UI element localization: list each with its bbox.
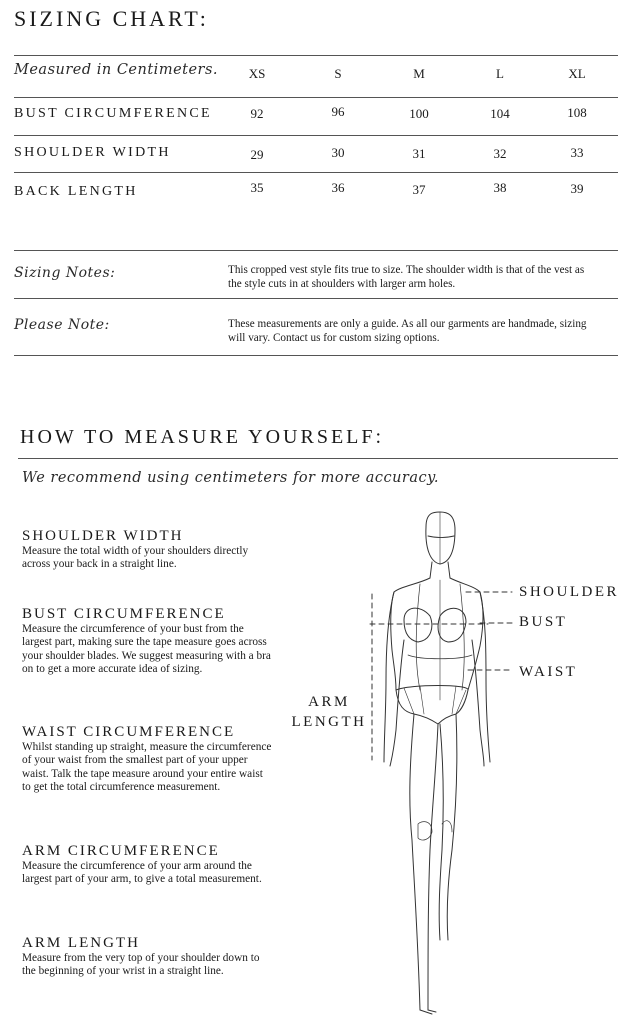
size-header-xs: XS <box>248 66 266 81</box>
sizing-notes-text: This cropped vest style fits true to size. The shoulder width is that of the vest as the style cuts in at shoulders with larger arm holes. <box>228 264 585 290</box>
arm-length-label-line2: LENGTH <box>291 714 367 730</box>
recommendation-note: We recommend using centimeters for more accuracy. <box>22 470 439 486</box>
table-cell: 29 <box>250 147 264 162</box>
please-note-heading: Please Note: <box>14 317 110 333</box>
arm-length-label <box>288 692 370 732</box>
table-cell: 38 <box>493 180 507 195</box>
section-title: SHOULDER WIDTH <box>22 528 184 544</box>
sizing-notes-heading: Sizing Notes: <box>14 265 116 281</box>
page-title: SIZING CHART: <box>14 6 209 31</box>
section-description: Measure from the very top of your shoulder down to the beginning of your wrist in a straight line. <box>22 952 260 978</box>
table-cell: 32 <box>493 146 507 161</box>
size-header-l: L <box>496 66 504 81</box>
section-title: WAIST CIRCUMFERENCE <box>22 724 236 740</box>
row-label: BUST CIRCUMFERENCE <box>14 106 212 121</box>
section-description: Whilst standing up straight, measure the circumference of your waist from the smallest part of your upper waist. Talk the tape measure around your entire waist to get the total circumference measurement. <box>22 741 272 793</box>
how-to-measure-title: HOW TO MEASURE YOURSELF: <box>20 426 385 448</box>
shoulder-label: SHOULDER <box>519 584 620 600</box>
arm-length-label-line1: ARM <box>308 694 350 710</box>
section-description: Measure the circumference of your bust from the largest part, making sure the tape measure goes across your shoulder blades. We suggest measuring with a bra on to get a more accurate idea of sizing. <box>22 623 271 675</box>
table-cell: 108 <box>567 105 587 120</box>
table-cell: 35 <box>250 180 264 195</box>
table-cell: 33 <box>570 145 584 160</box>
please-note-text: These measurements are only a guide. As all our garments are handmade, sizing will vary. Contact us for custom sizing options. <box>228 318 587 344</box>
section-title: ARM CIRCUMFERENCE <box>22 843 220 859</box>
table-cell: 104 <box>490 106 510 121</box>
unit-label: Measured in Centimeters. <box>14 62 219 78</box>
row-label: BACK LENGTH <box>14 184 138 199</box>
size-header-xl: XL <box>568 66 586 81</box>
size-header-s: S <box>334 66 342 81</box>
table-cell: 100 <box>409 106 429 121</box>
row-label: SHOULDER WIDTH <box>14 145 171 160</box>
waist-label: WAIST <box>519 664 578 680</box>
table-cell: 92 <box>250 106 264 121</box>
section-description: Measure the circumference of your arm around the largest part of your arm, to give a total measurement. <box>22 860 262 886</box>
table-cell: 37 <box>412 182 426 197</box>
section-title: BUST CIRCUMFERENCE <box>22 606 226 622</box>
size-header-m: M <box>413 66 425 81</box>
table-cell: 30 <box>331 145 345 160</box>
bust-label: BUST <box>519 614 568 630</box>
table-cell: 31 <box>412 146 426 161</box>
section-description: Measure the total width of your shoulders directly across your back in a straight line. <box>22 545 249 571</box>
table-cell: 39 <box>570 181 584 196</box>
section-title: ARM LENGTH <box>22 935 140 951</box>
table-cell: 36 <box>331 180 345 195</box>
table-cell: 96 <box>331 104 345 119</box>
